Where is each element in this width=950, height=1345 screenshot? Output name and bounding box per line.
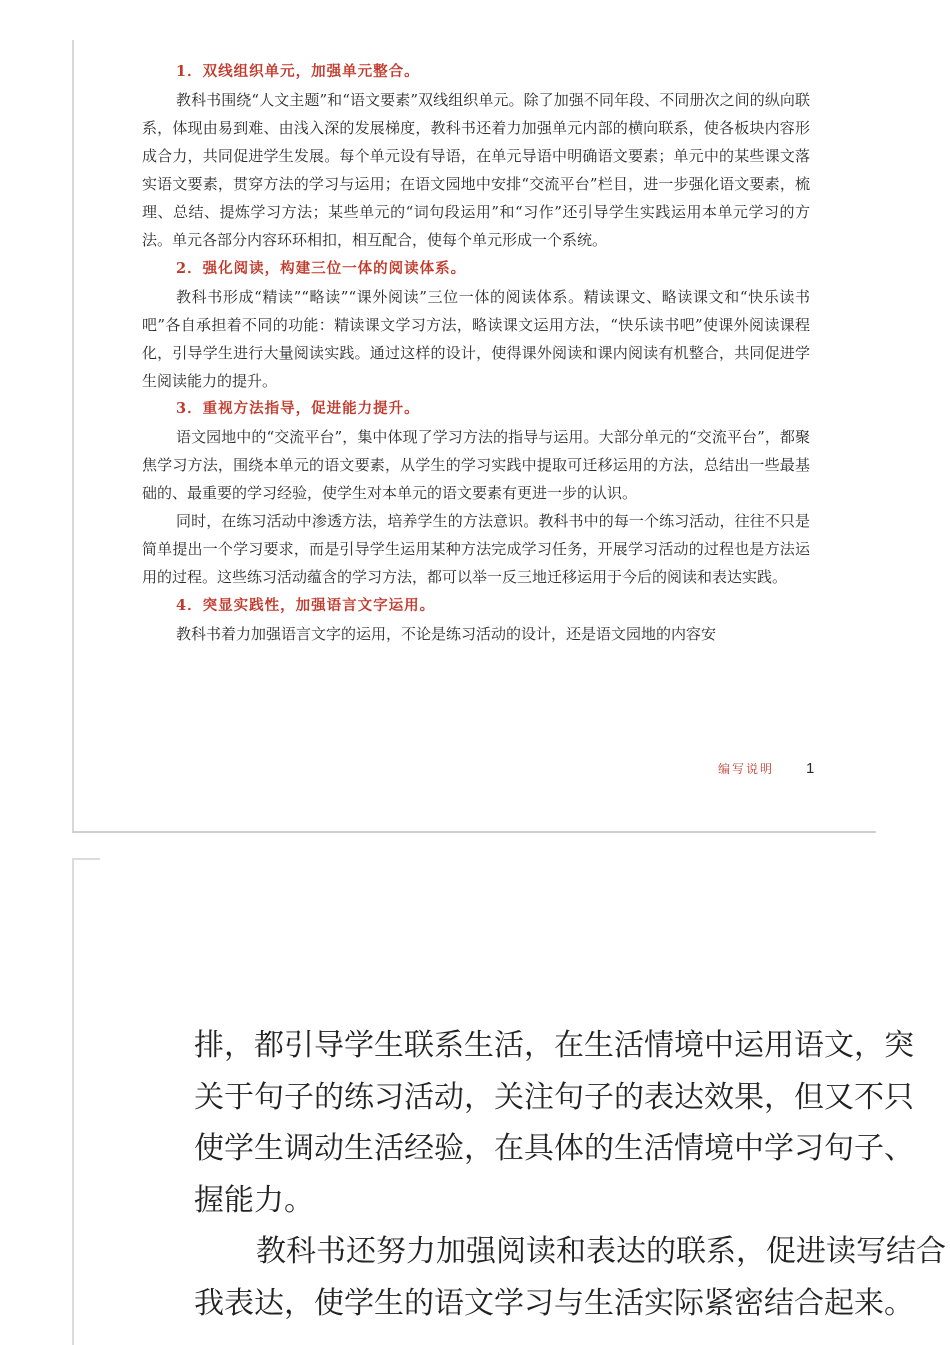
zoomed-page-left-edge xyxy=(72,858,74,1345)
section-paragraph: 教科书围绕“人文主题”和“语文要素”双线组织单元。除了加强不同年段、不同册次之间的纵向联系，体现由易到难、由浅入深的发展梯度，教科书还着力加强单元内部的横向联系，使各板块内容形成合力，共同促进学生发展。每个单元设有导语，在单元导语中明确语文要素；单元中的某些课文落实语文要素，贯穿方法的学习与运用；在语文园地中安排“交流平台”栏目，进一步强化语文要素，梳理、总结、提炼学习方法；某些单元的“词句段运用”和“习作”还引导学生实践运用本单元学习的方法。单元各部分内容环环相扣，相互配合，使每个单元形成一个系统。 xyxy=(142,91,810,250)
zoomed-text-line: 使学生调动生活经验，在具体的生活情境中学习句子、 xyxy=(194,1131,914,1166)
footer-label: 编写说明 xyxy=(718,762,775,776)
zoomed-text-block xyxy=(194,1020,950,1329)
document-page-bottom-zoomed xyxy=(72,858,950,1345)
section-heading: 3．重视方法指导，促进能力提升。 xyxy=(176,399,420,417)
section-paragraph: 教科书着力加强语言文字的运用，不论是练习活动的设计，还是语文园地的内容安 xyxy=(176,624,717,643)
zoomed-text-line: 握能力。 xyxy=(194,1182,314,1218)
page-left-edge xyxy=(72,40,74,832)
section-heading: 2．强化阅读，构建三位一体的阅读体系。 xyxy=(176,259,467,277)
section-paragraph: 教科书形成“精读”“略读”“课外阅读”三位一体的阅读体系。精读课文、略读课文和“快乐读书吧”各自承担着不同的功能：精读课文学习方法，略读课文运用方法，“快乐读书吧”使课外阅读课程化，引导学生进行大量阅读实践。通过这样的设计，使得课外阅读和课内阅读有机整合，共同促进学生阅读能力的提升。 xyxy=(142,287,810,390)
page-content xyxy=(142,58,810,648)
zoomed-page-corner xyxy=(72,858,100,860)
page-bottom-edge xyxy=(72,831,876,833)
section-paragraph: 语文园地中的“交流平台”，集中体现了学习方法的指导与运用。大部分单元的“交流平台”，都聚焦学习方法，围绕本单元的语文要素，从学生的学习实践中提取可迁移运用的方法，总结出一些最基础的、最重要的学习经验，使学生对本单元的语文要素有更进一步的认识。 xyxy=(142,427,810,503)
zoomed-text-line: 我表达，使学生的语文学习与生活实际紧密结合起来。 xyxy=(194,1285,914,1321)
section-heading: 1．双线组织单元，加强单元整合。 xyxy=(176,63,420,80)
zoomed-text-line: 排，都引导学生联系生活，在生活情境中运用语文，突 xyxy=(194,1028,914,1063)
section-heading: 4．突显实践性，加强语言文字运用。 xyxy=(176,596,436,614)
section-paragraph: 同时，在练习活动中渗透方法，培养学生的方法意识。教科书中的每一个练习活动，往往不只是简单提出一个学习要求，而是引导学生运用某种方法完成学习任务，开展学习活动的过程也是方法运用的过程。这些练习活动蕴含的学习方法，都可以举一反三地迁移运用于今后的阅读和表达实践。 xyxy=(142,512,810,587)
zoomed-text-line: 关于句子的练习活动，关注句子的表达效果，但又不只 xyxy=(194,1079,914,1115)
zoomed-text-line: 教科书还努力加强阅读和表达的联系，促进读写结合 xyxy=(256,1234,946,1269)
page-number: 1 xyxy=(806,760,815,777)
